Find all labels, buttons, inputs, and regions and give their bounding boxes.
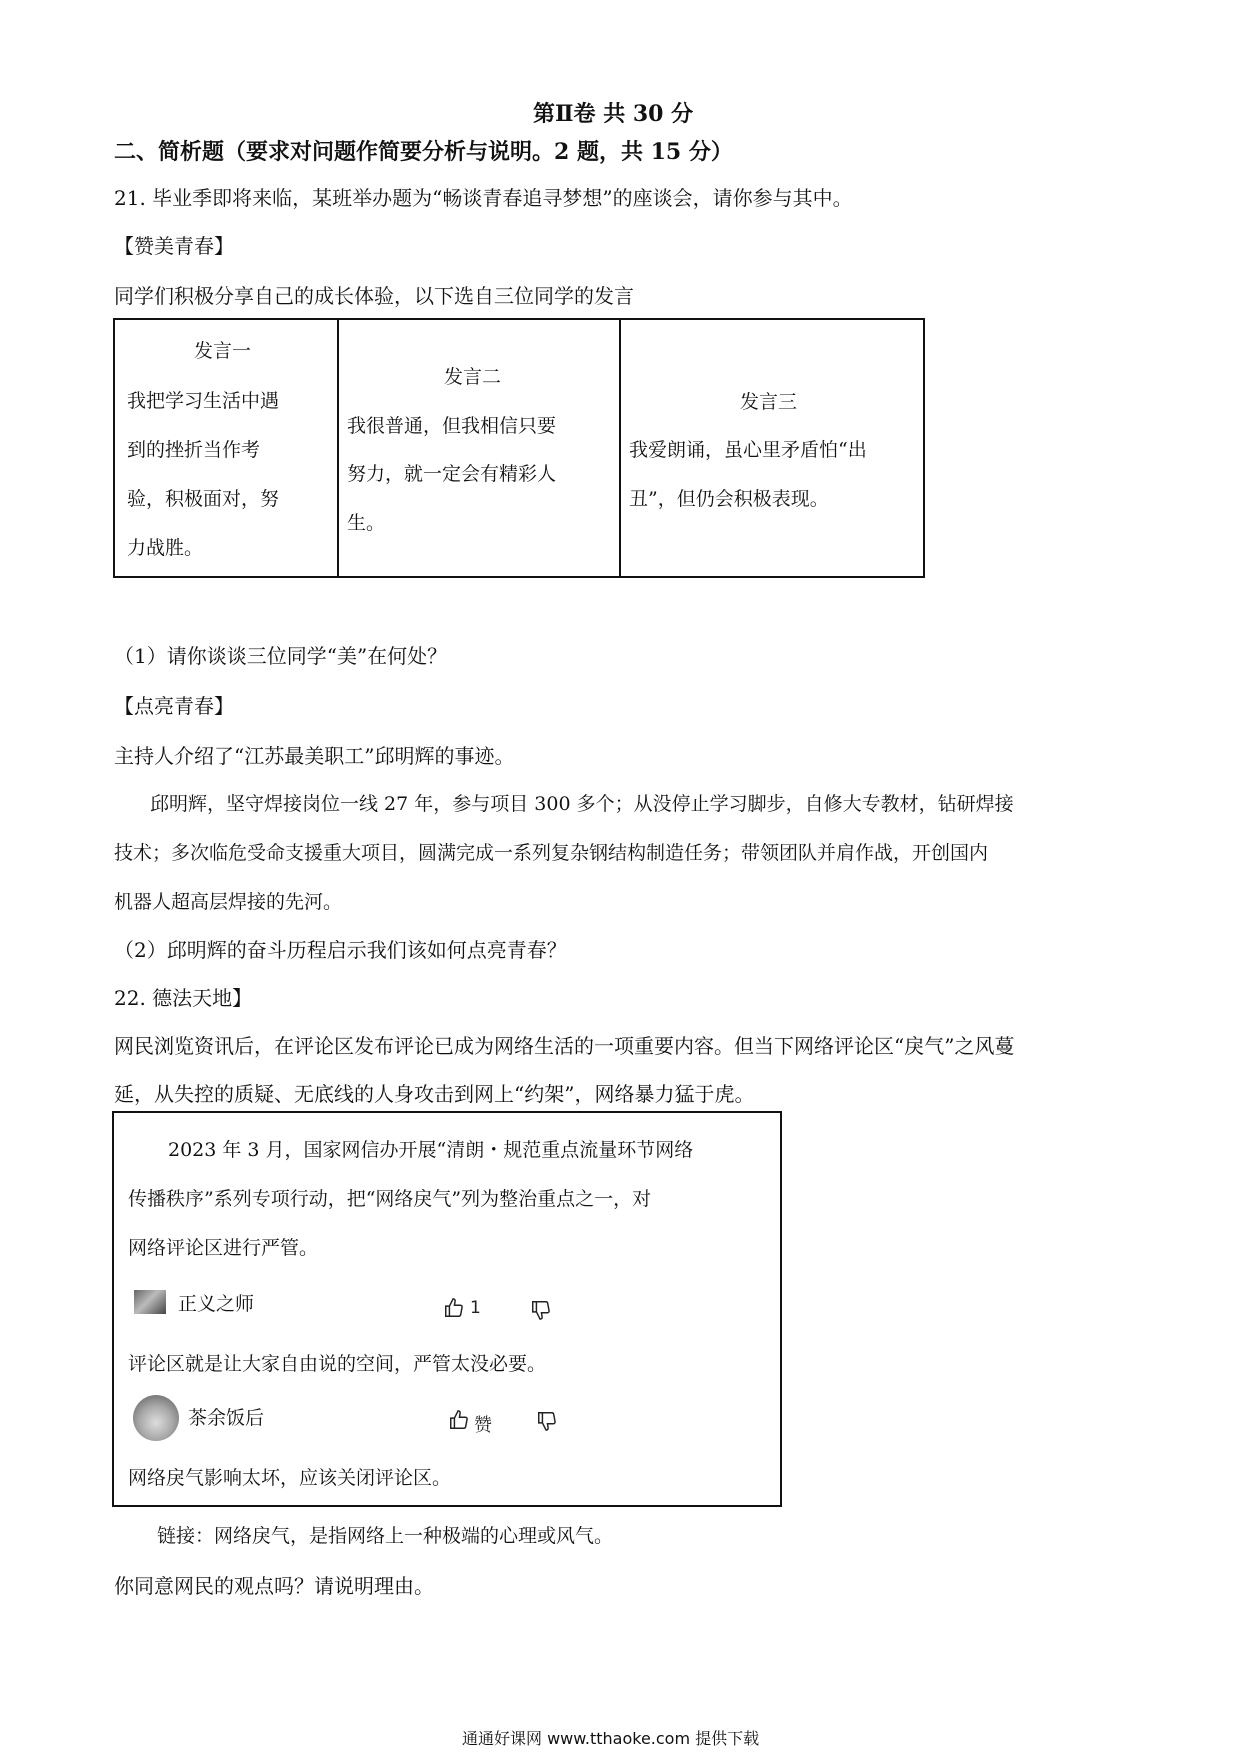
light-intro: 主持人介绍了“江苏最美职工”邱明辉的事迹。 (114, 744, 515, 768)
sub-question-2: （2）邱明辉的奋斗历程启示我们该如何点亮青春？ (114, 938, 567, 962)
q22-question: 你同意网民的观点吗？请说明理由。 (114, 1574, 434, 1598)
news-line: 传播秩序”系列专项行动，把“网络戾气”列为整治重点之一，对 (128, 1188, 652, 1210)
table-divider (337, 320, 339, 576)
avatar (133, 1395, 179, 1441)
speech-2-line: 我很普通，但我相信只要 (347, 415, 557, 437)
speech-1-line: 我把学习生活中遇 (127, 390, 280, 412)
speech-1-line: 到的挫折当作考 (127, 439, 261, 461)
praise-tag: 【赞美青春】 (114, 234, 234, 258)
avatar (134, 1290, 166, 1314)
praise-intro: 同学们积极分享自己的成长体验，以下选自三位同学的发言 (114, 284, 634, 308)
speech-1-line: 力战胜。 (127, 537, 204, 559)
speech-3-title: 发言三 (740, 391, 798, 413)
like-label: 赞 (474, 1415, 492, 1436)
q22-paragraph-line: 网民浏览资讯后，在评论区发布评论已成为网络生活的一项重要内容。但当下网络评论区“戾气”之风蔓 (114, 1034, 1015, 1058)
story-line: 技术；多次临危受命支援重大项目，圆满完成一系列复杂钢结构制造任务；带领团队并肩作战，开创国内 (114, 842, 989, 864)
speech-2-line: 生。 (347, 512, 386, 534)
question-22-intro: 22. 德法天地】 (114, 986, 253, 1010)
comment-text: 评论区就是让大家自由说的空间，严管太没必要。 (128, 1353, 547, 1375)
speech-3-line: 丑”，但仍会积极表现。 (629, 488, 829, 510)
link-note: 链接：网络戾气，是指网络上一种极端的心理或风气。 (157, 1525, 614, 1547)
story-line: 机器人超高层焊接的先河。 (114, 891, 343, 913)
sub-question-1: （1）请你谈谈三位同学“美”在何处？ (114, 644, 448, 668)
q22-paragraph-line: 延，从失控的质疑、无底线的人身攻击到网上“约架”，网络暴力猛于虎。 (114, 1082, 755, 1106)
thumbs-down-icon[interactable] (536, 1410, 558, 1437)
question-21-intro: 21. 毕业季即将来临，某班举办题为“畅谈青春追寻梦想”的座谈会，请你参与其中。 (114, 186, 853, 210)
thumbs-down-icon[interactable] (530, 1299, 552, 1326)
light-tag: 【点亮青春】 (114, 694, 234, 718)
story-line: 邱明辉，坚守焊接岗位一线 27 年，参与项目 300 多个；从没停止学习脚步，自修大专教材，钻研焊接 (150, 793, 1014, 815)
speech-1-line: 验，积极面对，努 (127, 488, 280, 510)
footer-credit: 通通好课网 www.tthaoke.com 提供下载 (462, 1729, 760, 1748)
thumbs-up-icon[interactable] (443, 1297, 465, 1324)
comment-username: 正义之师 (178, 1293, 255, 1315)
comment-text: 网络戾气影响太坏，应该关闭评论区。 (128, 1467, 452, 1489)
page-title: 第Ⅱ卷 共 30 分 (533, 101, 694, 127)
comment-username: 茶余饭后 (188, 1407, 265, 1429)
speech-3-line: 我爱朗诵，虽心里矛盾怕“出 (629, 439, 867, 461)
news-line: 网络评论区进行严管。 (128, 1237, 319, 1259)
thumbs-up-icon[interactable] (448, 1409, 470, 1436)
table-divider (619, 320, 621, 576)
news-line: 2023 年 3 月，国家网信办开展“清朗・规范重点流量环节网络 (168, 1139, 694, 1161)
speech-2-line: 努力，就一定会有精彩人 (347, 463, 557, 485)
section-heading: 二、简析题（要求对问题作简要分析与说明。2 题，共 15 分） (114, 139, 733, 165)
speech-2-title: 发言二 (444, 366, 502, 388)
speech-1-title: 发言一 (194, 340, 252, 362)
like-count: 1 (470, 1298, 481, 1318)
